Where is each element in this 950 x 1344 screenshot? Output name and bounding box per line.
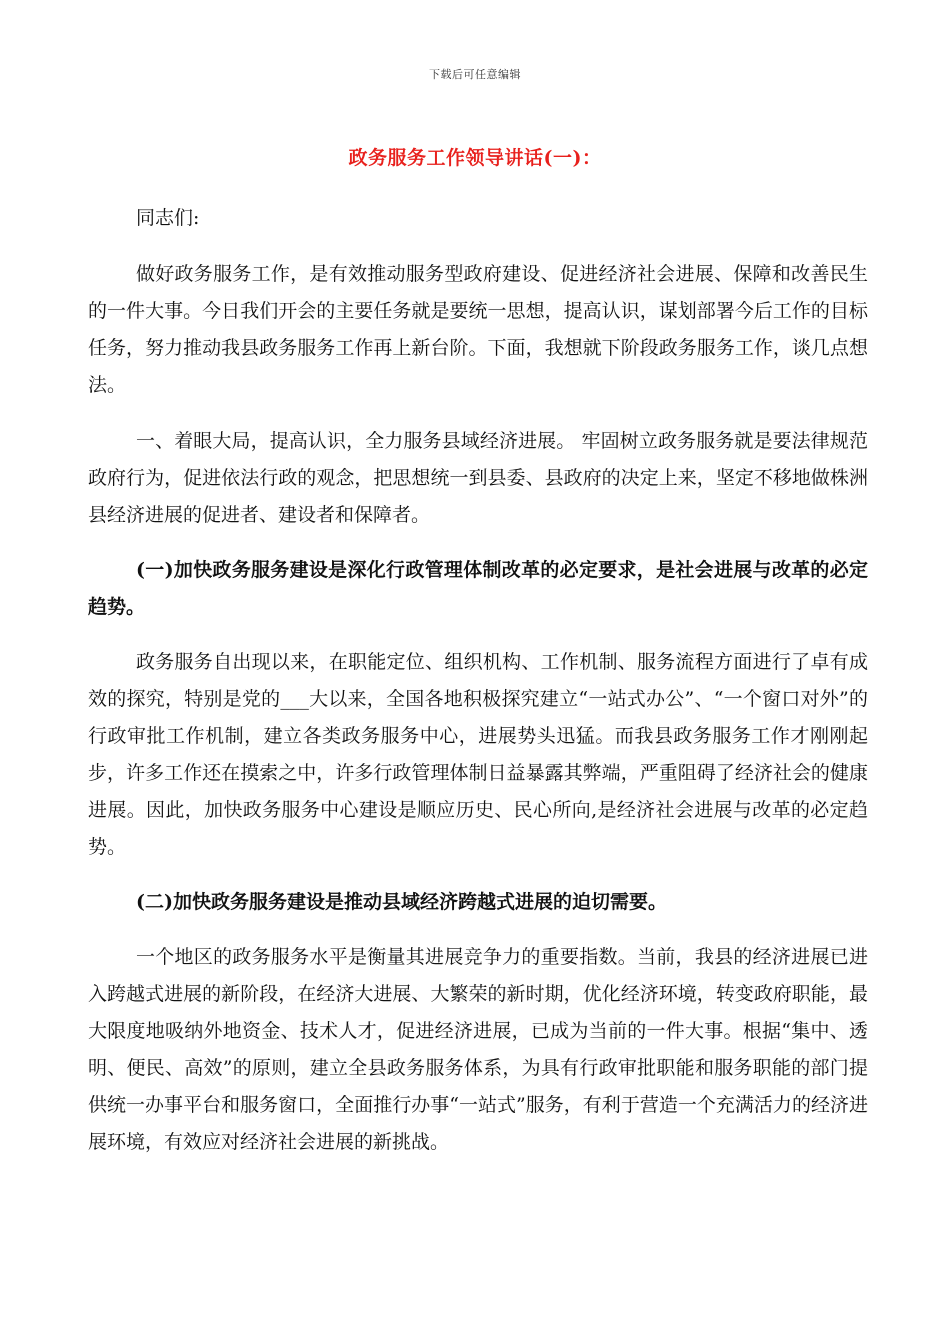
subheading-two: (二)加快政务服务建设是推动县域经济跨越式进展的迫切需要。 (136, 891, 667, 913)
paragraph-subsection-one: 政务服务自出现以来，在职能定位、组织机构、工作机制、服务流程方面进行了卓有成效的探究，特别是党的___大以来，全国各地积极探究建立“一站式办公”、“一个窗口对外”的行政审批工作机制，建立各类政务服务中心，进展势头迅猛。而我县政务服务工作才刚刚起步，许多工作还在摸索之中，许多行政管理体制日益暴露其弊端，严重阻碍了经济社会的健康进展。因此，加快政务服务中心建设是顺应历史、民心所向,是经济社会进展与改革的必定趋势。 (88, 651, 868, 858)
document-title: 政务服务工作领导讲话(一)： (348, 147, 602, 169)
page-header-note: 下载后可任意编辑 (429, 68, 521, 81)
document-body (88, 200, 868, 1161)
paragraph-intro: 做好政务服务工作，是有效推动服务型政府建设、促进经济社会进展、保障和改善民生的一件大事。今日我们开会的主要任务就是要统一思想，提高认识，谋划部署今后工作的目标任务，努力推动我县政务服务工作再上新台阶。下面，我想就下阶段政务服务工作，谈几点想法。 (88, 263, 868, 396)
paragraph-section-one: 一、着眼大局，提高认识，全力服务县域经济进展。 牢固树立政务服务就是要法律规范政府行为，促进依法行政的观念，把思想统一到县委、县政府的决定上来，坚定不移地做株洲县经济进展的促进者、建设者和保障者。 (88, 430, 868, 526)
greeting: 同志们: (136, 207, 200, 229)
subheading-one: (一)加快政务服务建设是深化行政管理体制改革的必定要求，是社会进展与改革的必定趋势。 (88, 559, 868, 618)
paragraph-subsection-two: 一个地区的政务服务水平是衡量其进展竞争力的重要指数。当前，我县的经济进展已进入跨越式进展的新阶段，在经济大进展、大繁荣的新时期，优化经济环境，转变政府职能，最大限度地吸纳外地资金、技术人才，促进经济进展，已成为当前的一件大事。根据“集中、透明、便民、高效”的原则，建立全县政务服务体系，为具有行政审批职能和服务职能的部门提供统一办事平台和服务窗口，全面推行办事“一站式”服务，有利于营造一个充满活力的经济进展环境，有效应对经济社会进展的新挑战。 (88, 946, 868, 1153)
